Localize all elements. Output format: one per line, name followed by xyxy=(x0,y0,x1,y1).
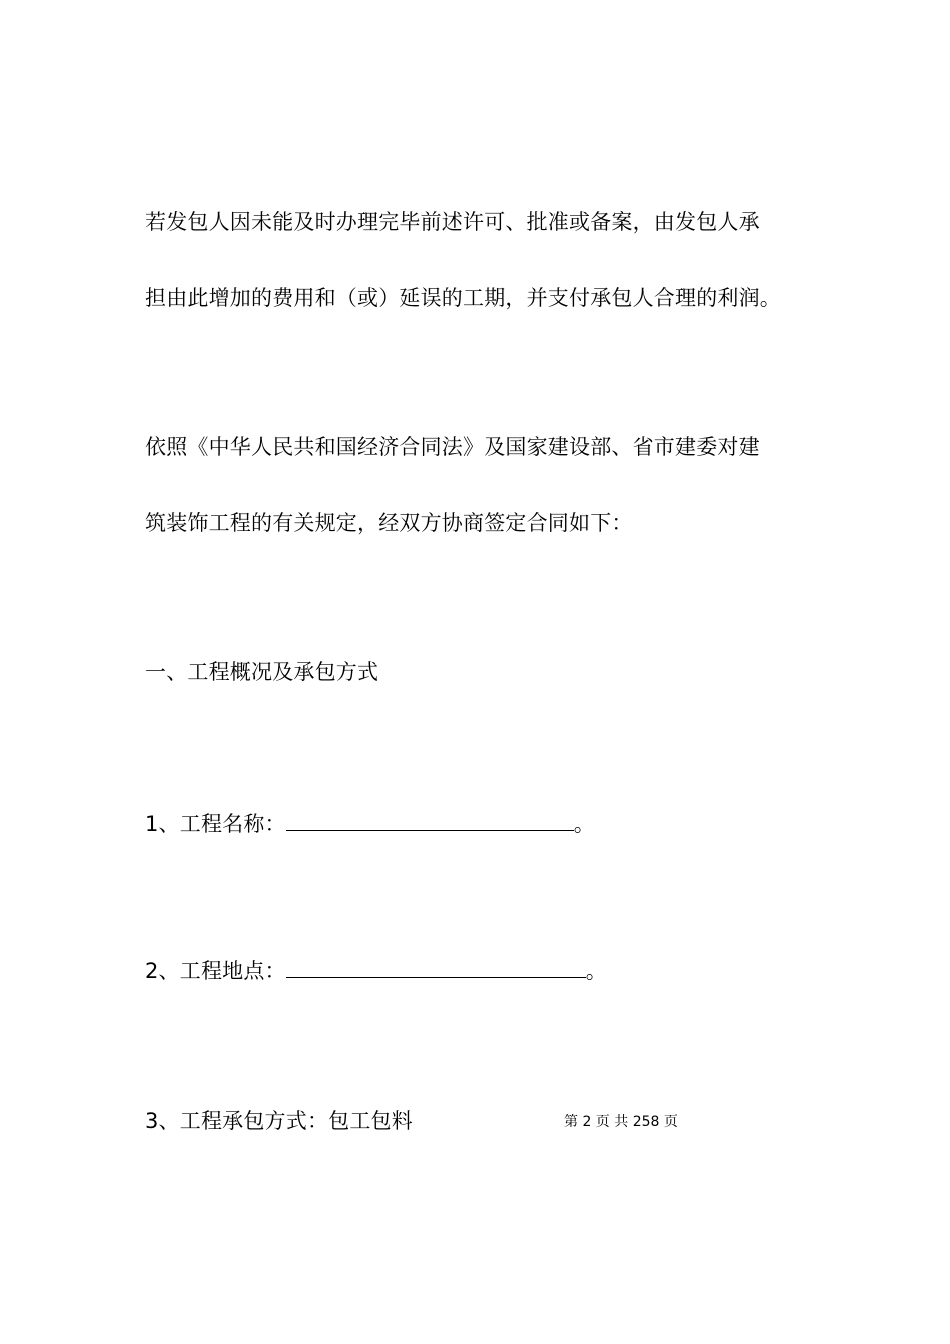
page-number-footer: 第 2 页 共 258 页 xyxy=(564,1114,678,1130)
item-project-name xyxy=(145,810,595,838)
section-heading: 一、工程概况及承包方式 xyxy=(145,660,379,684)
item-project-location-end: 。 xyxy=(585,959,607,983)
paragraph-2-line-1: 依照《中华人民共和国经济合同法》及国家建设部、省市建委对建 xyxy=(145,435,760,459)
project-name-blank xyxy=(286,810,574,831)
paragraph-1-line-1: 若发包人因未能及时办理完毕前述许可、批准或备案，由发包人承 xyxy=(145,210,760,234)
item-project-name-label: 1、工程名称： xyxy=(145,812,286,836)
paragraph-2-line-2: 筑装饰工程的有关规定，经双方协商签定合同如下： xyxy=(145,511,633,535)
item-project-location-label: 2、工程地点： xyxy=(145,959,286,983)
paragraph-1-line-2: 担由此增加的费用和（或）延误的工期，并支付承包人合理的利润。 xyxy=(145,286,781,310)
item-project-location xyxy=(145,957,607,985)
project-location-blank xyxy=(286,957,586,978)
item-contract-method: 3、工程承包方式：包工包料 xyxy=(145,1109,413,1133)
item-project-name-end: 。 xyxy=(573,812,595,836)
